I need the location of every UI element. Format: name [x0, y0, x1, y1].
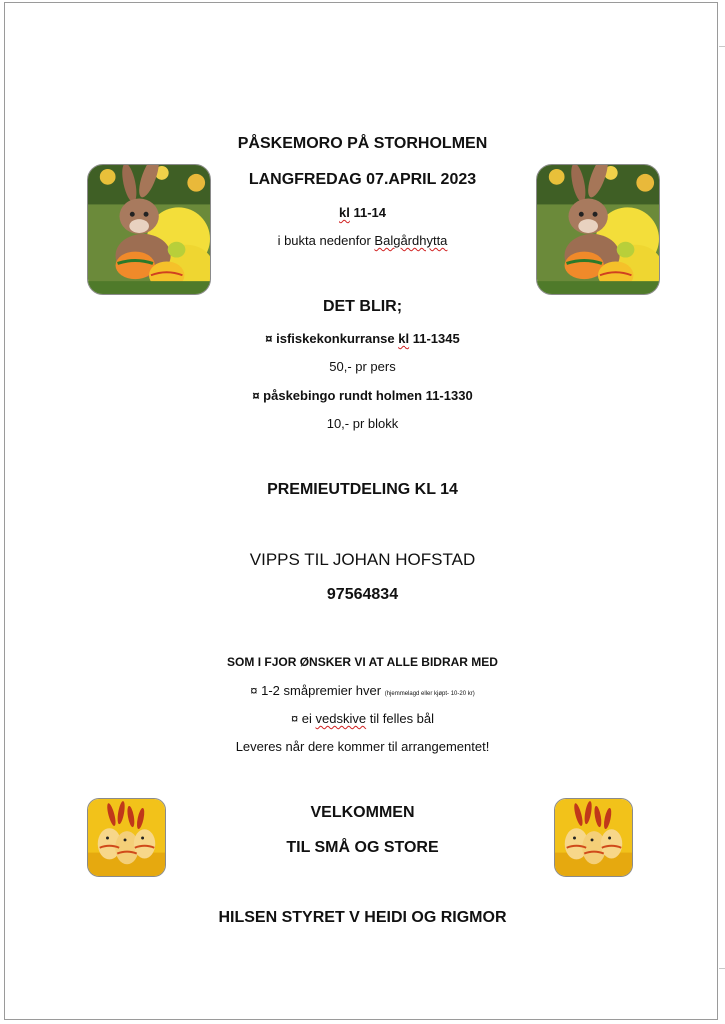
signature: HILSEN STYRET V HEIDI OG RIGMOR [218, 909, 507, 926]
contributions-heading: SOM I FJOR ØNSKER VI AT ALLE BIDRAR MED [227, 655, 498, 669]
activity-ice-fishing-label: ¤ isfiskekonkurranse [265, 331, 399, 346]
page-edge-mark [719, 46, 725, 47]
contribution-prizes [0, 683, 725, 698]
event-time-kl: kl [339, 205, 350, 220]
poster-title: PÅSKEMORO PÅ STORHOLMEN [237, 135, 488, 152]
event-time-hours: 11-14 [349, 205, 386, 220]
location-prefix: i bukta nedenfor [277, 233, 375, 248]
activity-ice-fishing-price: 50,- pr pers [329, 359, 396, 374]
contribution-prizes-note: (hjemmelagd eller kjøpt- 10-20 kr) [384, 691, 475, 697]
activity-ice-fishing [0, 331, 725, 346]
contribution-prizes-label: ¤ 1-2 småpremier hver [250, 683, 382, 698]
activity-bingo-price: 10,- pr blokk [326, 416, 399, 431]
welcome-line-1: VELKOMMEN [310, 804, 415, 821]
activity-ice-fishing-kl: kl [398, 331, 410, 346]
event-location [0, 233, 725, 248]
contribution-firewood-prefix: ¤ ei [290, 711, 316, 726]
delivery-note: Leveres når dere kommer til arrangementet! [235, 739, 490, 754]
welcome-line-2: TIL SMÅ OG STORE [286, 839, 439, 856]
event-time [0, 205, 725, 220]
program-heading: DET BLIR; [322, 298, 403, 315]
activity-ice-fishing-time: 11-1345 [409, 331, 460, 346]
location-place: Balgårdhytta [374, 233, 448, 248]
contribution-firewood-word: vedskive [315, 711, 367, 726]
contribution-firewood [0, 711, 725, 726]
contribution-firewood-suffix: til felles bål [366, 711, 435, 726]
activity-bingo: ¤ påskebingo rundt holmen 11-1330 [252, 388, 473, 403]
prize-ceremony: PREMIEUTDELING KL 14 [267, 481, 458, 498]
event-date: LANGFREDAG 07.APRIL 2023 [248, 171, 477, 188]
vipps-number: 97564834 [326, 586, 399, 603]
vipps-label: VIPPS TIL JOHAN HOFSTAD [249, 550, 476, 569]
page-edge-mark [719, 968, 725, 969]
